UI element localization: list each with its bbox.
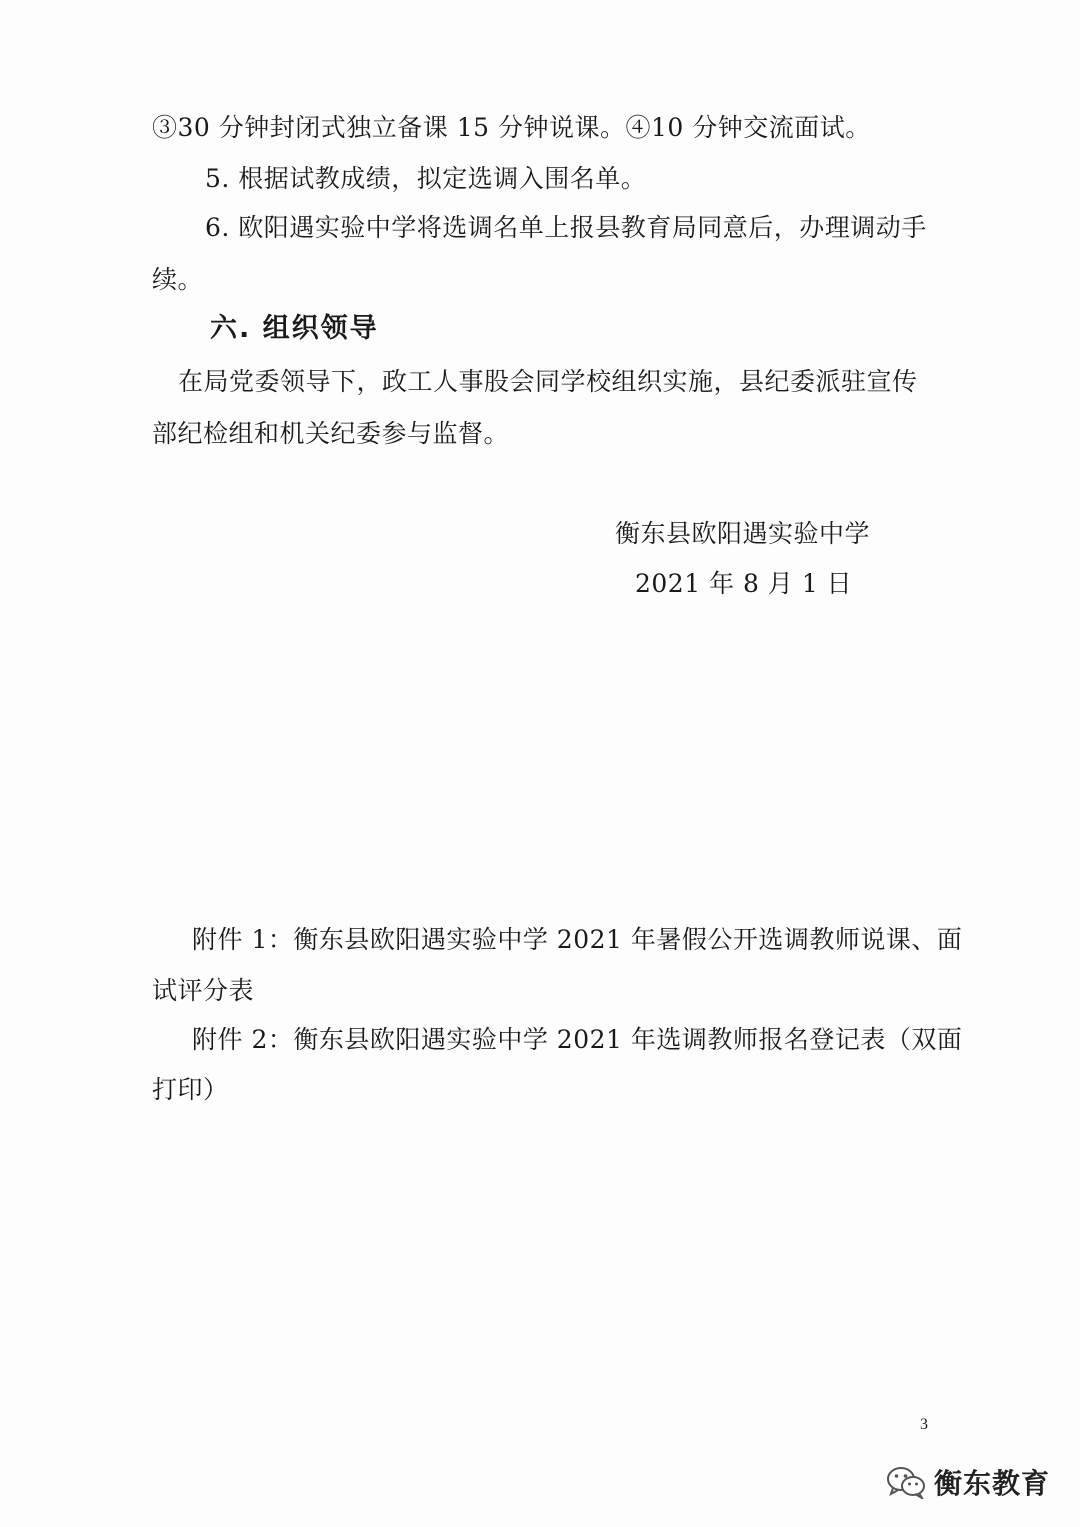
attachment-line: 打印）: [152, 1075, 229, 1104]
text-line: ③30 分钟封闭式独立备课 15 分钟说课。④10 分钟交流面试。: [152, 113, 871, 142]
signature-organization: 衡东县欧阳遇实验中学: [615, 519, 871, 548]
attachment-line: 试评分表: [152, 976, 255, 1005]
watermark: [886, 1460, 1050, 1504]
signature-date: 2021 年 8 月 1 日: [635, 569, 853, 598]
attachment-line: 附件 1：衡东县欧阳遇实验中学 2021 年暑假公开选调教师说课、面: [192, 925, 963, 954]
wechat-icon: [886, 1465, 926, 1499]
attachment-line: 附件 2：衡东县欧阳遇实验中学 2021 年选调教师报名登记表（双面: [192, 1025, 963, 1054]
text-line: 续。: [152, 265, 204, 294]
page-number: 3: [920, 1416, 928, 1433]
text-line: 5. 根据试教成绩，拟定选调入围名单。: [205, 164, 647, 193]
text-line: 在局党委领导下，政工人事股会同学校组织实施，县纪委派驻宣传: [178, 367, 918, 396]
text-line: 6. 欧阳遇实验中学将选调名单上报县教育局同意后，办理调动手: [205, 213, 927, 242]
watermark-text: 衡东教育: [933, 1467, 1050, 1500]
section-heading: 六. 组织领导: [210, 313, 379, 344]
text-line: 部纪检组和机关纪委参与监督。: [152, 419, 510, 448]
